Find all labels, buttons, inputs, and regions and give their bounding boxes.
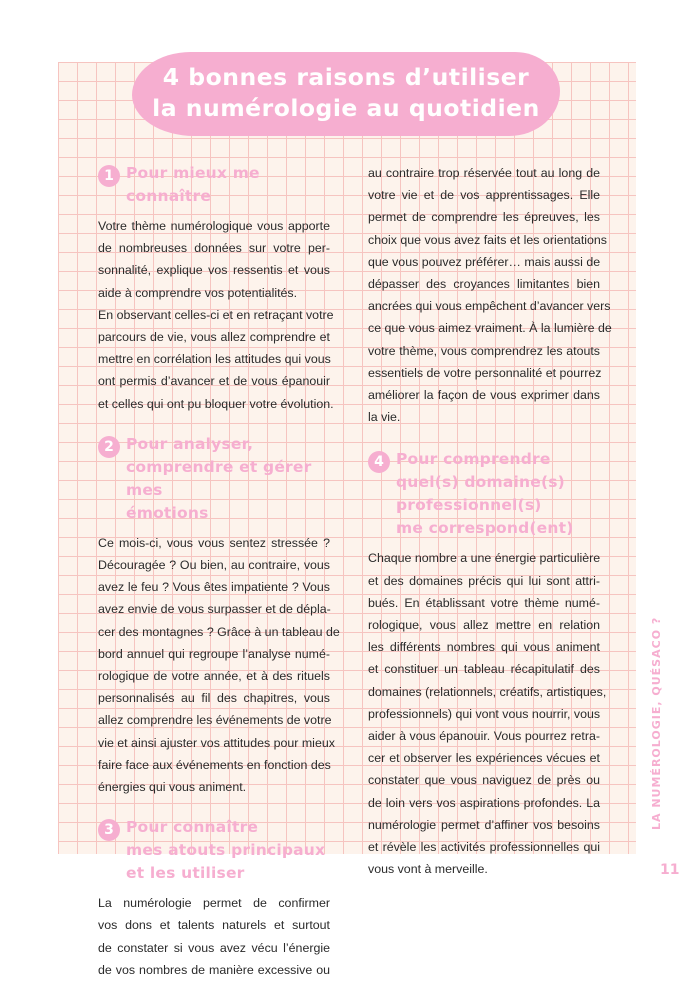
body-line: En observant celles-ci et en retraçant votre: [98, 307, 334, 322]
body-line: dépasser des croyances limitantes bien: [368, 277, 600, 292]
body-line: permet de comprendre les épreuves, les: [368, 210, 600, 225]
left-column: [98, 162, 340, 981]
body-line: et celles qui ont pu bloquer votre évolution.: [98, 396, 334, 411]
body-line: personnalisés au fil des chapitres, vous: [98, 691, 330, 706]
section-3-title-line: et les utiliser: [126, 864, 245, 883]
body-line: La numérologie permet de confirmer: [98, 896, 330, 911]
body-line: et des domaines précis qui lui sont attri-: [368, 573, 600, 588]
section-3-body: [98, 892, 330, 981]
body-line: ancrées qui vous empêchent d’avancer vers: [368, 299, 611, 314]
body-line: vos dons et talents naturels et surtout: [98, 918, 330, 933]
body-line: mettre en corrélation les attitudes qui vous: [98, 352, 331, 367]
section-2-title-line: comprendre et gérer mes: [126, 457, 312, 499]
section-4-heading: [368, 448, 600, 540]
title-line-1: 4 bonnes raisons d’utiliser: [162, 63, 530, 91]
body-line: ce que vous aimez vraiment. À la lumière de: [368, 321, 612, 336]
body-line: votre vie et de vos apprentissages. Elle: [368, 188, 600, 203]
body-line: professionnels) qui vont vous nourrir, vous: [368, 706, 601, 721]
section-3-number-badge: 3: [98, 819, 120, 841]
body-line: Ce mois-ci, vous vous sentez stressée ?: [98, 535, 330, 550]
body-line: constater que vous naviguez de près ou: [368, 773, 600, 788]
section-1-number-badge: 1: [98, 165, 120, 187]
body-line: et révèle les activités professionnelles qui: [368, 840, 600, 855]
section-3-title-line: Pour connaître: [126, 818, 259, 837]
body-line: de vos nombres de manière excessive ou: [98, 962, 330, 977]
section-4-number-badge: 4: [368, 451, 390, 473]
section-4-body: [368, 547, 607, 880]
body-line: de loin vers vos aspirations profondes. La: [368, 795, 600, 810]
title-line-2: la numérologie au quotidien: [152, 94, 540, 122]
body-line: que vous pouvez préférer… mais aussi de: [368, 254, 601, 269]
body-line: numérologie permet d’affiner vos besoins: [368, 817, 600, 832]
body-line: sonnalité, explique vos ressentis et vous: [98, 263, 330, 278]
body-line: bués. En établissant votre thème numé-: [368, 595, 600, 610]
right-column: [368, 162, 612, 880]
body-line: rologique, vous allez mettre en relation: [368, 618, 600, 633]
body-line: vie et ainsi ajuster vos attitudes pour mieux: [98, 735, 335, 750]
section-3-title-line: mes atouts principaux: [126, 841, 326, 860]
body-line: vous vont à merveille.: [368, 862, 488, 877]
body-line: faire face aux événements en fonction des: [98, 757, 331, 772]
body-line: les différents nombres qui vous animent: [368, 640, 600, 655]
body-line: domaines (relationnels, créatifs, artistiques,: [368, 684, 607, 699]
body-line: la vie.: [368, 410, 401, 425]
section-1-title-line: Pour mieux me connaître: [126, 164, 260, 205]
body-line: avez le feu ? Vous êtes impatiente ? Vous: [98, 580, 330, 595]
section-3-heading: [98, 816, 330, 885]
section-2-title-line: émotions: [126, 503, 209, 522]
body-line: rologique de votre année, et à des rituels: [98, 669, 330, 684]
body-line: Chaque nombre a une énergie particulière: [368, 551, 601, 566]
section-3-title: [126, 816, 325, 885]
body-line: bord annuel qui regroupe l’analyse numé-: [98, 646, 330, 661]
chapter-side-label: LA NUMÉROLOGIE, QUÉSACO ?: [650, 616, 663, 830]
body-line: cer et observer les expériences vécues et: [368, 751, 600, 766]
section-1-title: [126, 162, 330, 208]
body-line: de constater si vous avez vécu l’énergie: [98, 940, 330, 955]
section-2-title: [126, 433, 330, 525]
body-line: Découragée ? Ou bien, au contraire, vous: [98, 558, 330, 573]
body-line: aide à comprendre vos potentialités.: [98, 285, 298, 300]
body-line: votre thème, vous comprendrez les atouts: [368, 343, 600, 358]
section-2-title-line: Pour analyser,: [126, 434, 254, 453]
section-1-body: [98, 215, 334, 415]
section-1-heading: [98, 162, 330, 208]
body-line: aider à vous épanouir. Vous pourrez retra-: [368, 729, 600, 744]
body-line: choix que vous avez faits et les orientations: [368, 232, 607, 247]
body-line: au contraire trop réservée tout au long de: [368, 166, 600, 180]
body-line: parcours de vie, vous allez comprendre et: [98, 330, 330, 345]
section-3-body-continued: [368, 162, 612, 428]
section-4-title-line: quel(s) domaine(s): [396, 473, 565, 492]
section-2-body: [98, 532, 340, 798]
body-line: allez comprendre les événements de votre: [98, 713, 332, 728]
body-line: cer des montagnes ? Grâce à un tableau de: [98, 624, 340, 639]
section-4-title-line: me correspond(ent): [396, 519, 574, 538]
body-line: et constituer un tableau récapitulatif des: [368, 662, 600, 677]
section-4-title: [396, 448, 574, 540]
page-number: 11: [660, 862, 680, 878]
body-line: de nombreuses données sur votre per-: [98, 241, 330, 256]
section-2-number-badge: 2: [98, 436, 120, 458]
section-1: [98, 162, 334, 415]
body-line: essentiels de votre personnalité et pourrez: [368, 365, 602, 380]
section-4: [368, 448, 607, 880]
page-title: [132, 62, 560, 124]
section-4-title-line: Pour comprendre: [396, 450, 551, 469]
body-line: Votre thème numérologique vous apporte: [98, 219, 330, 233]
section-4-title-line: professionnel(s): [396, 496, 542, 515]
body-line: améliorer la façon de vous exprimer dans: [368, 388, 600, 403]
body-line: avez envie de vous surpasser et de dépla-: [98, 602, 331, 617]
body-line: énergies qui vous animent.: [98, 780, 247, 795]
section-3: [98, 816, 330, 981]
section-2-heading: [98, 433, 330, 525]
section-2: [98, 433, 340, 798]
body-line: ont permis d’avancer et de vous épanouir: [98, 374, 330, 389]
